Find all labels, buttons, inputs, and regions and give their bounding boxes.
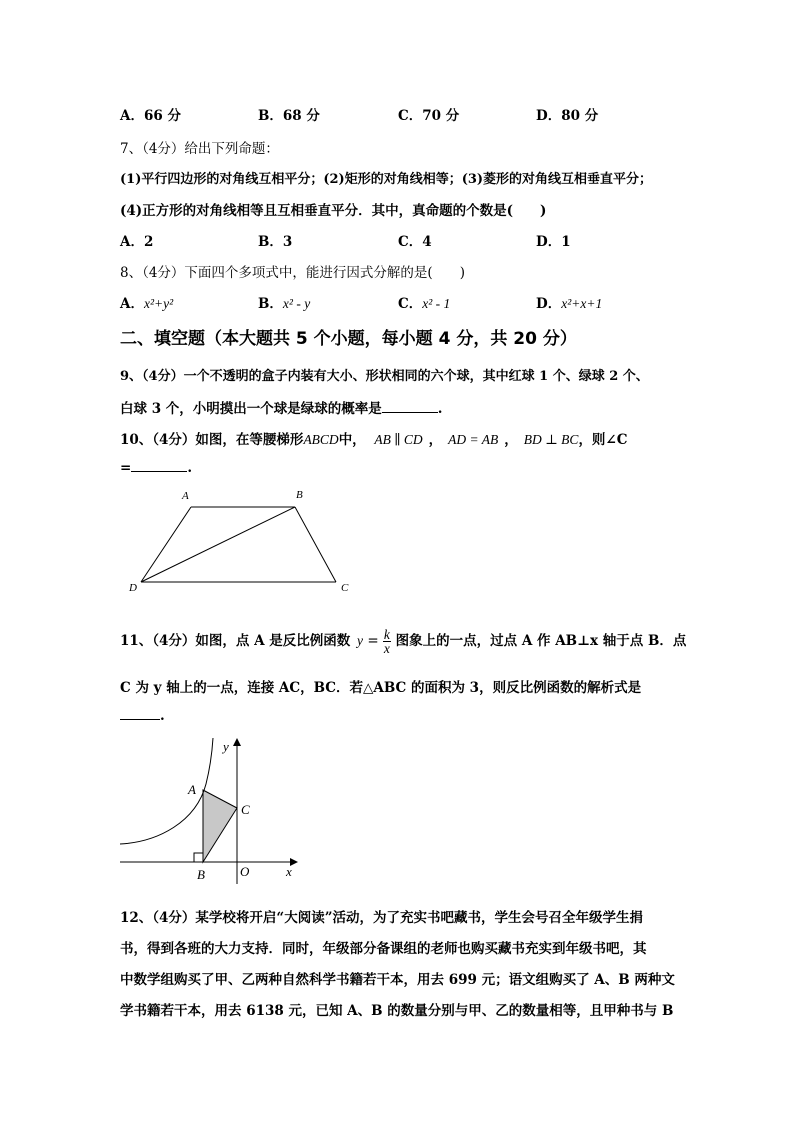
q8-option-b: B．x² - y — [258, 296, 311, 312]
answer-blank[interactable] — [382, 400, 438, 413]
label-a: A — [182, 490, 189, 502]
answer-blank[interactable] — [131, 459, 187, 472]
q11-line1: 11、（4分）如图，点 A 是反比例函数 y = $\frac{k}{x}$ 图象上的一点，过点 A 作 AB⊥x 轴于点 B．点 — [120, 627, 687, 656]
answer-blank[interactable] — [120, 707, 160, 720]
q7-option-d: D．1 — [536, 234, 571, 250]
q8-option-a: A．x²+y² — [120, 296, 174, 312]
q11-line2: C 为 y 轴上的一点，连接 AC，BC．若△ABC 的面积为 3，则反比例函数的解析式是 — [120, 680, 642, 696]
trapezoid-figure — [120, 484, 360, 596]
q12-line3: 中数学组购买了甲、乙两种自然科学书籍若干本，用去 699 元；语文组购买了 A、B 两种文 — [120, 972, 675, 988]
option-a: A．66 分 — [120, 108, 181, 124]
q8-label: 8、（4分）下面四个多项式中，能进行因式分解的是( ) — [120, 265, 465, 281]
q7-option-b: B．3 — [258, 234, 293, 250]
q12-line1: 12、（4分）某学校将开启“大阅读”活动，为了充实书吧藏书，学生会号召全年级学生捐 — [120, 910, 643, 926]
q10-line1: 10、（4分）如图，在等腰梯形ABCD中， AB ∥ CD ， AD = AB ， BD ⊥ BC，则∠C — [120, 432, 628, 448]
label-a: A — [188, 782, 196, 797]
label-d: D — [129, 582, 137, 594]
option-b: B．68 分 — [258, 108, 320, 124]
q7-label: 7、（4分）给出下列命题： — [120, 141, 279, 157]
label-c: C — [241, 802, 250, 817]
q7-line1: (1)平行四边形的对角线互相平分；(2)矩形的对角线相等；(3)菱形的对角线互相垂直平分； — [120, 172, 653, 187]
hyperbola-figure — [118, 736, 308, 886]
label-b: B — [296, 489, 303, 501]
q9-line2: 白球 3 个，小明摸出一个球是绿球的概率是 . — [120, 401, 443, 417]
q12-line2: 书，得到各班的大力支持．同时，年级部分备课组的老师也购买藏书充实到年级书吧，其 — [120, 941, 647, 957]
label-b: B — [197, 867, 205, 882]
option-c: C．70 分 — [398, 108, 460, 124]
q11-line3: . — [120, 707, 165, 724]
q8-option-d: D．x²+x+1 — [536, 296, 603, 312]
q9-line1: 9、（4分）一个不透明的盒子内装有大小、形状相同的六个球，其中红球 1 个、绿球 2 个、 — [120, 369, 649, 384]
q7-option-c: C．4 — [398, 234, 432, 250]
q8-option-c: C．x² - 1 — [398, 296, 451, 312]
q7-line2: (4)正方形的对角线相等且互相垂直平分．其中，真命题的个数是( ) — [120, 203, 547, 219]
q10-line2: = . — [120, 460, 193, 476]
label-c: C — [341, 582, 349, 594]
q7-option-a: A．2 — [120, 234, 154, 250]
option-d: D．80 分 — [536, 108, 599, 124]
label-o: O — [240, 864, 250, 879]
q12-line4: 学书籍若干本，用去 6138 元，已知 A、B 的数量分别与甲、乙的数量相等，且甲种书与 B — [120, 1003, 674, 1019]
section-heading: 二、填空题（本大题共 5 个小题，每小题 4 分，共 20 分） — [120, 329, 577, 349]
function-formula: y = $\frac{k}{x}$ — [357, 627, 390, 656]
label-y: y — [223, 739, 229, 754]
label-x: x — [286, 864, 292, 879]
